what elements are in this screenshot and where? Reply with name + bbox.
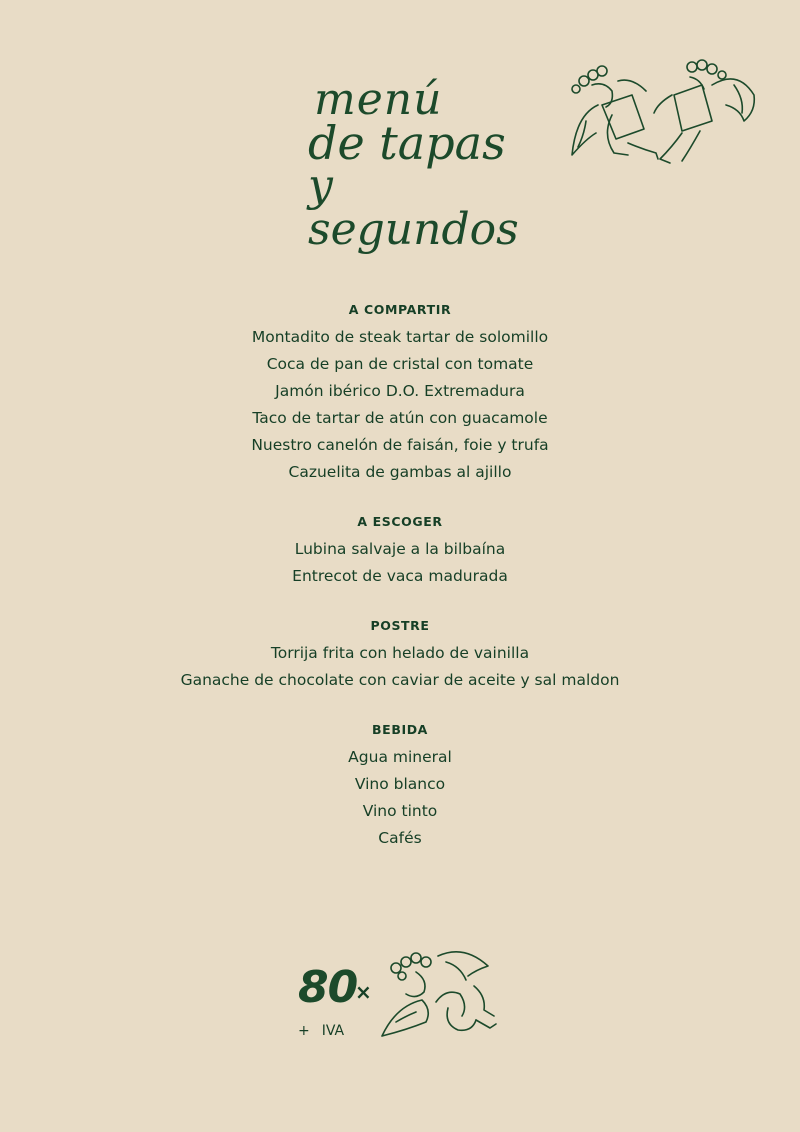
menu-item: Montadito de steak tartar de solomillo bbox=[251, 328, 549, 346]
menu-item: Vino tinto bbox=[362, 802, 438, 820]
section-a-compartir bbox=[0, 300, 800, 486]
two-angels-reading-icon bbox=[562, 55, 762, 170]
title-line-1: menú bbox=[314, 74, 443, 125]
menu-item: Cafés bbox=[378, 829, 422, 847]
menu-item: Vino blanco bbox=[354, 775, 446, 793]
section-title: A COMPARTIR bbox=[348, 302, 452, 317]
menu-item: Agua mineral bbox=[348, 748, 452, 766]
menu-item: Coca de pan de cristal con tomate bbox=[266, 355, 534, 373]
section-title: BEBIDA bbox=[372, 722, 428, 737]
menu-item: Lubina salvaje a la bilbaína bbox=[294, 540, 506, 558]
menu-title bbox=[300, 74, 540, 255]
section-postre bbox=[0, 616, 800, 694]
section-title: A ESCOGER bbox=[357, 514, 443, 529]
price-symbol: × bbox=[355, 980, 372, 1004]
menu-item: Cazuelita de gambas al ajillo bbox=[288, 463, 512, 481]
section-title: POSTRE bbox=[370, 618, 430, 633]
menu-item: Nuestro canelón de faisán, foie y trufa bbox=[251, 436, 549, 454]
plus-sign: + bbox=[298, 1023, 310, 1039]
menu-item: Taco de tartar de atún con guacamole bbox=[252, 409, 548, 427]
tax-note bbox=[298, 1023, 344, 1039]
menu-item: Entrecot de vaca madurada bbox=[292, 567, 508, 585]
price-amount: 80 bbox=[298, 962, 358, 1013]
title-line-3: y segundos bbox=[308, 160, 519, 255]
price-block bbox=[296, 960, 516, 1050]
menu-item: Torrija frita con helado de vainilla bbox=[270, 644, 530, 662]
menu-item: Jamón ibérico D.O. Extremadura bbox=[275, 382, 525, 400]
menu-list bbox=[0, 300, 800, 878]
section-a-escoger bbox=[0, 512, 800, 590]
tax-label: IVA bbox=[321, 1023, 345, 1039]
menu-item: Ganache de chocolate con caviar de aceite y sal maldon bbox=[180, 671, 620, 689]
title-line-2: de tapas bbox=[308, 116, 506, 170]
section-bebida bbox=[0, 720, 800, 852]
reclining-angel-icon bbox=[376, 946, 506, 1041]
